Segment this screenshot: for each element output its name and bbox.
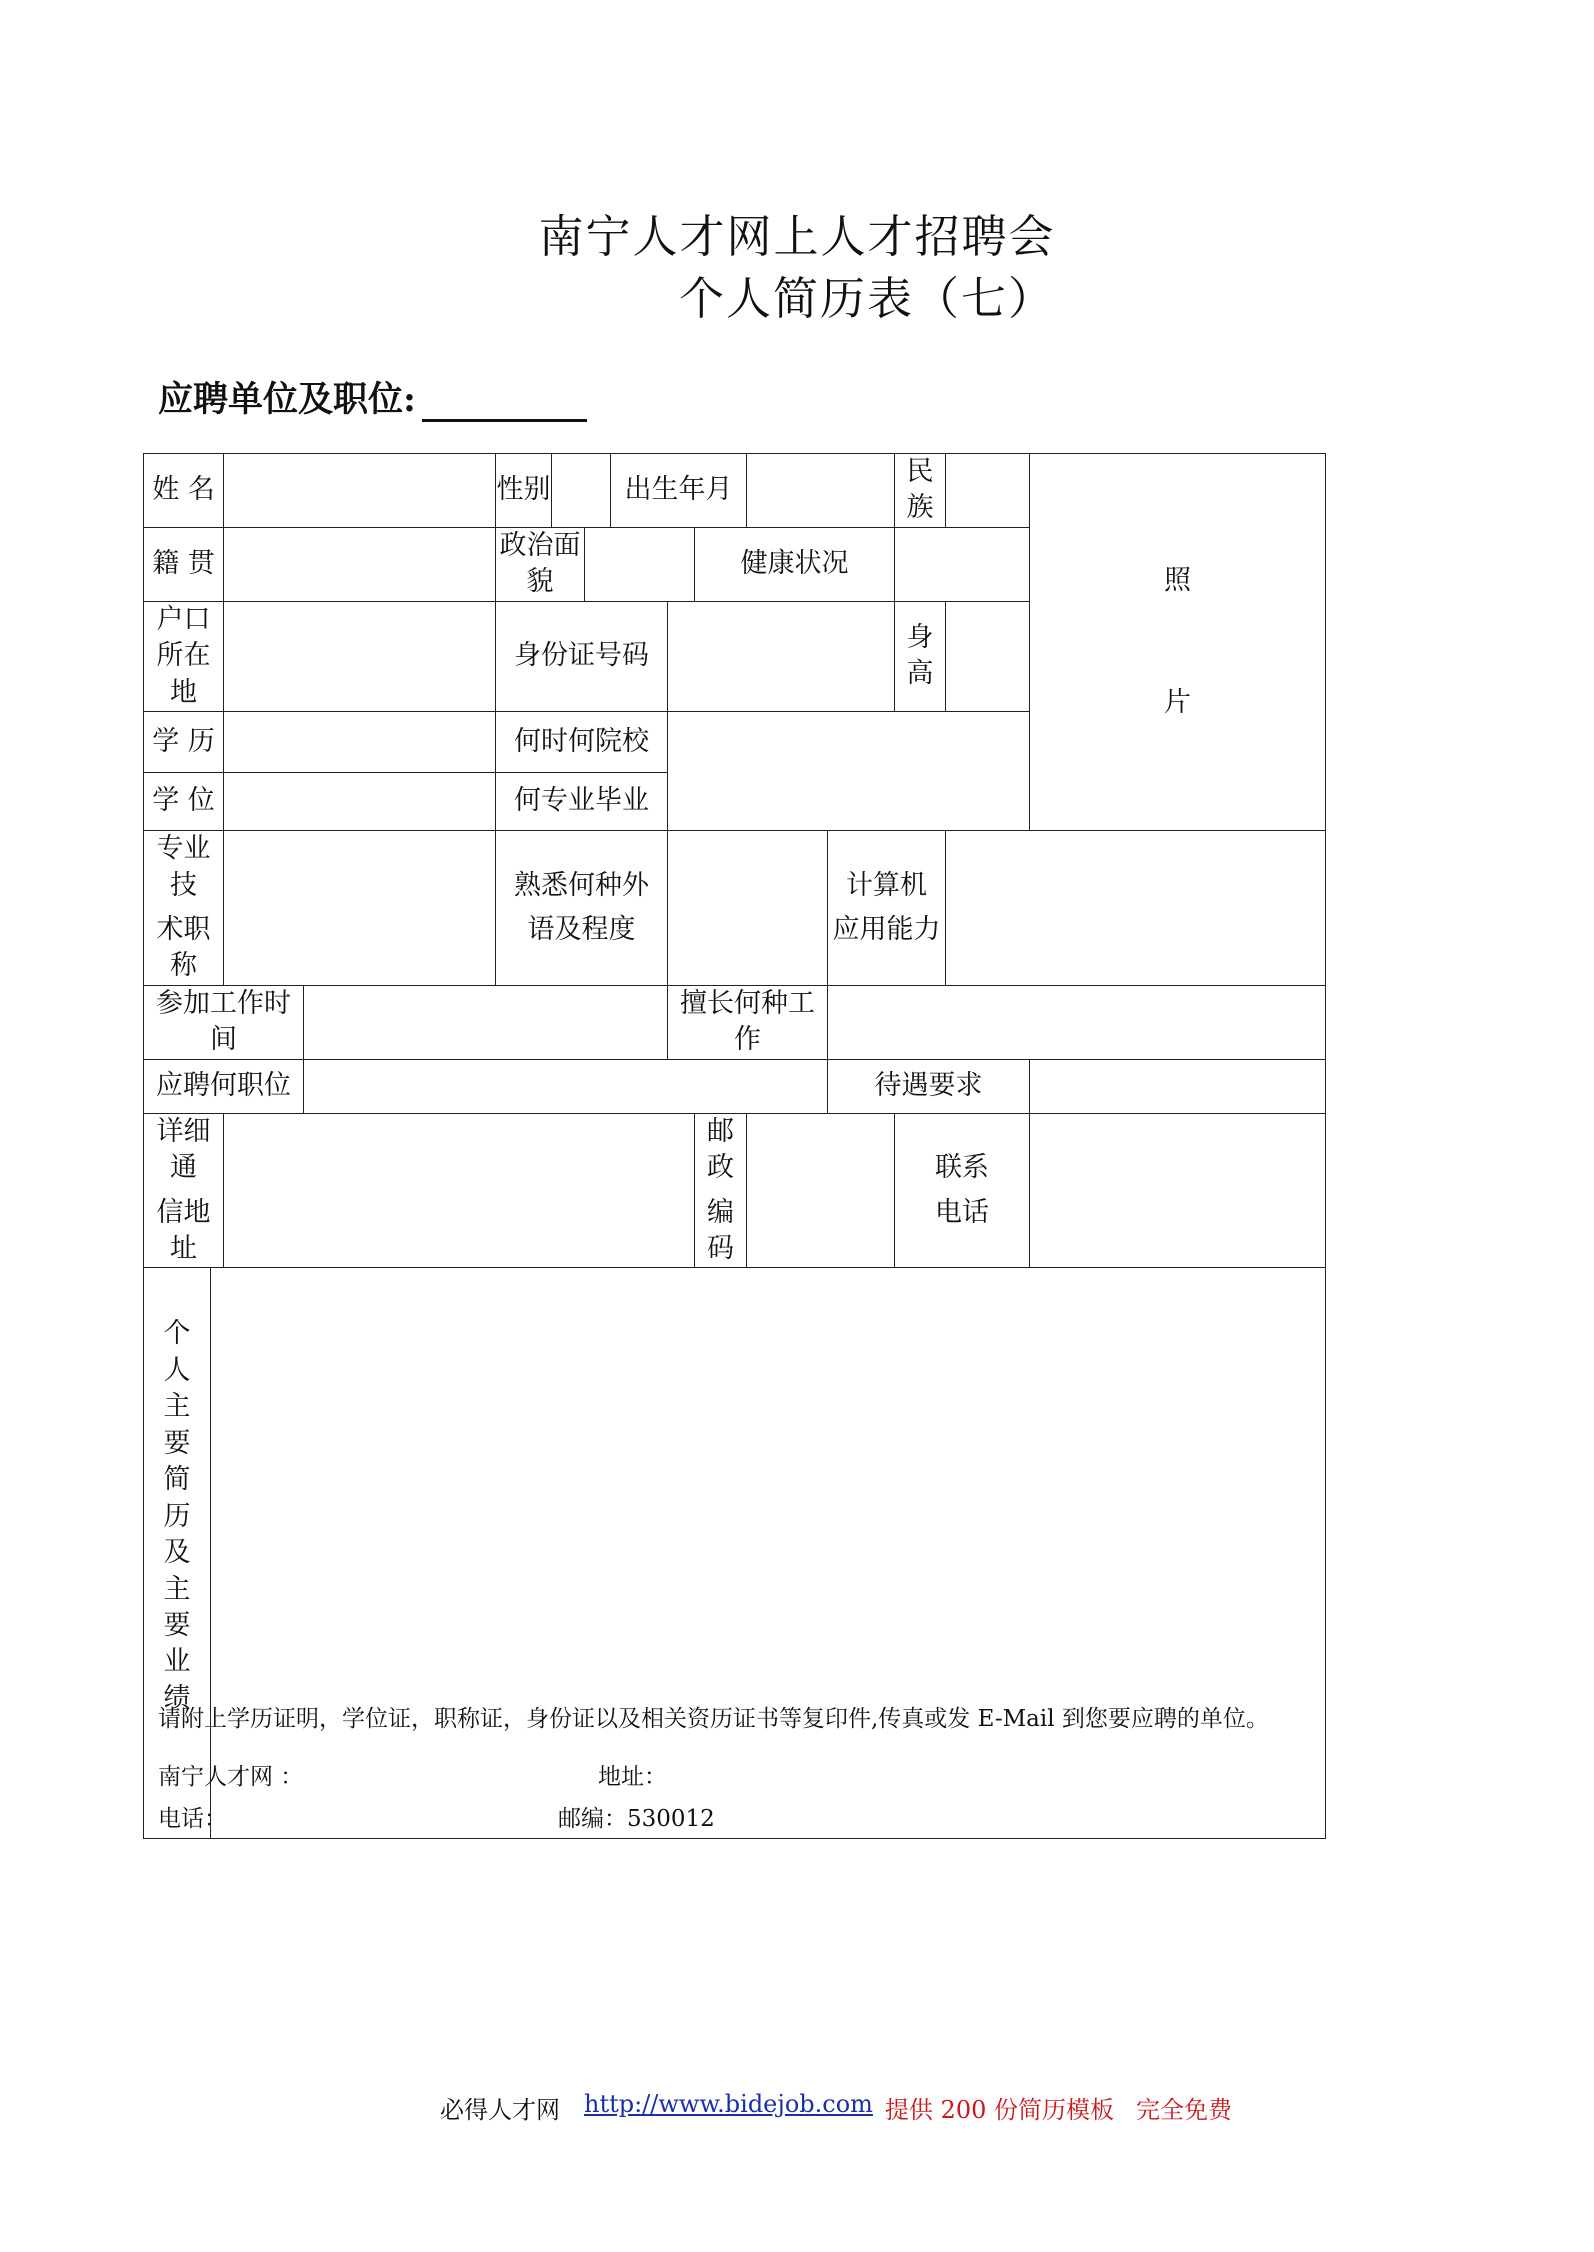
field-salary[interactable] bbox=[1030, 1059, 1326, 1113]
footer-promo: 提供 200 份简历模板 bbox=[884, 2096, 1114, 2124]
label-salary: 待遇要求 bbox=[828, 1059, 1030, 1113]
resume-char: 简 bbox=[163, 1464, 191, 1496]
label-language-1: 熟悉何种外 bbox=[514, 869, 649, 901]
label-postcode-1: 邮政 bbox=[707, 1115, 734, 1184]
field-work-start[interactable] bbox=[304, 985, 668, 1059]
photo-box[interactable] bbox=[1030, 454, 1326, 831]
label-phone-2: 电话 bbox=[935, 1196, 990, 1228]
label-degree: 学 位 bbox=[144, 773, 224, 831]
label-language-2: 语及程度 bbox=[527, 913, 636, 945]
attachment-note: 请附上学历证明，学位证，职称证，身份证以及相关资历证书等复印件,传真或发 E-Mail 到您要应聘的单位。 bbox=[158, 1706, 1269, 1732]
label-phone-1: 联系 bbox=[935, 1152, 990, 1184]
field-hukou[interactable] bbox=[224, 601, 496, 711]
resume-char: 主 bbox=[163, 1391, 191, 1423]
field-gender[interactable] bbox=[552, 454, 611, 528]
label-height: 身高 bbox=[895, 601, 946, 711]
field-degree[interactable] bbox=[224, 773, 496, 831]
resume-char: 主 bbox=[163, 1573, 191, 1605]
resume-form bbox=[143, 453, 1326, 1839]
label-specialty: 擅长何种工作 bbox=[668, 985, 828, 1059]
label-tech-title bbox=[144, 831, 224, 986]
field-ethnicity[interactable] bbox=[946, 454, 1030, 528]
photo-label-1: 照 bbox=[1164, 565, 1192, 597]
position-label: 应聘单位及职位: bbox=[158, 379, 416, 420]
label-tech-title-2: 术职称 bbox=[156, 913, 211, 982]
field-name[interactable] bbox=[224, 454, 496, 528]
resume-char: 要 bbox=[163, 1427, 191, 1459]
label-computer-2: 应用能力 bbox=[832, 913, 941, 945]
field-school[interactable] bbox=[668, 712, 1030, 831]
footer-site-name: 必得人才网 bbox=[440, 2096, 560, 2124]
footer-free: 完全免费 bbox=[1136, 2096, 1232, 2124]
field-height[interactable] bbox=[946, 601, 1030, 711]
label-hukou-2: 所在地 bbox=[156, 640, 211, 708]
field-address[interactable] bbox=[224, 1113, 695, 1268]
resume-char: 历 bbox=[163, 1500, 191, 1532]
field-computer[interactable] bbox=[946, 831, 1326, 986]
field-education[interactable] bbox=[224, 712, 496, 773]
label-language bbox=[496, 831, 668, 986]
label-address-1: 详细通 bbox=[156, 1115, 211, 1184]
label-birth: 出生年月 bbox=[611, 454, 747, 528]
title-line-2: 个人简历表（七） bbox=[678, 272, 1055, 325]
field-specialty[interactable] bbox=[828, 985, 1326, 1059]
resume-char: 绩 bbox=[163, 1682, 191, 1714]
field-tech-title[interactable] bbox=[224, 831, 496, 986]
label-major: 何专业毕业 bbox=[496, 773, 668, 831]
field-birth[interactable] bbox=[747, 454, 895, 528]
resume-char: 要 bbox=[163, 1609, 191, 1641]
label-ethnicity: 民族 bbox=[895, 454, 946, 528]
label-political-status: 政治面貌 bbox=[496, 527, 585, 601]
contact-address: 地址： bbox=[598, 1764, 667, 1790]
resume-char: 人 bbox=[163, 1354, 191, 1386]
field-health[interactable] bbox=[895, 527, 1030, 601]
label-apply-position: 应聘何职位 bbox=[144, 1059, 304, 1113]
label-resume bbox=[144, 1268, 211, 1839]
contact-site: 南宁人才网 ： bbox=[158, 1764, 304, 1790]
label-id-number: 身份证号码 bbox=[496, 601, 668, 711]
label-phone bbox=[895, 1113, 1030, 1268]
label-computer bbox=[828, 831, 946, 986]
photo-label-2: 片 bbox=[1164, 686, 1192, 718]
label-health: 健康状况 bbox=[695, 527, 895, 601]
resume-char: 业 bbox=[163, 1646, 191, 1678]
label-address bbox=[144, 1113, 224, 1268]
label-school: 何时何院校 bbox=[496, 712, 668, 773]
resume-char: 个 bbox=[163, 1318, 191, 1350]
label-postcode bbox=[695, 1113, 747, 1268]
label-native-place: 籍 贯 bbox=[144, 527, 224, 601]
position-blank[interactable] bbox=[422, 383, 587, 422]
label-address-2: 信地址 bbox=[156, 1196, 211, 1264]
field-postcode[interactable] bbox=[747, 1113, 895, 1268]
field-language[interactable] bbox=[668, 831, 828, 986]
field-apply-position[interactable] bbox=[304, 1059, 828, 1113]
label-tech-title-1: 专业技 bbox=[156, 833, 211, 901]
label-postcode-2: 编码 bbox=[707, 1196, 734, 1264]
label-hukou-1: 户口 bbox=[156, 603, 211, 635]
field-resume[interactable] bbox=[211, 1268, 1326, 1839]
field-phone[interactable] bbox=[1030, 1113, 1326, 1268]
field-id-number[interactable] bbox=[668, 601, 895, 711]
label-gender: 性别 bbox=[496, 454, 552, 528]
resume-char: 及 bbox=[163, 1537, 191, 1569]
contact-phone: 电话： bbox=[158, 1806, 227, 1832]
label-name: 姓 名 bbox=[144, 454, 224, 528]
contact-postcode: 邮编：530012 bbox=[558, 1806, 715, 1832]
label-hukou bbox=[144, 601, 224, 711]
title-line-1: 南宁人才网上人才招聘会 bbox=[538, 210, 1056, 263]
position-heading bbox=[158, 372, 587, 422]
label-computer-1: 计算机 bbox=[846, 869, 927, 901]
field-native-place[interactable] bbox=[224, 527, 496, 601]
footer-bar bbox=[440, 2090, 1232, 2125]
footer-link[interactable]: http://www.bidejob.com bbox=[584, 2090, 873, 2118]
label-education: 学 历 bbox=[144, 712, 224, 773]
label-work-start: 参加工作时间 bbox=[144, 985, 304, 1059]
field-political-status[interactable] bbox=[585, 527, 695, 601]
